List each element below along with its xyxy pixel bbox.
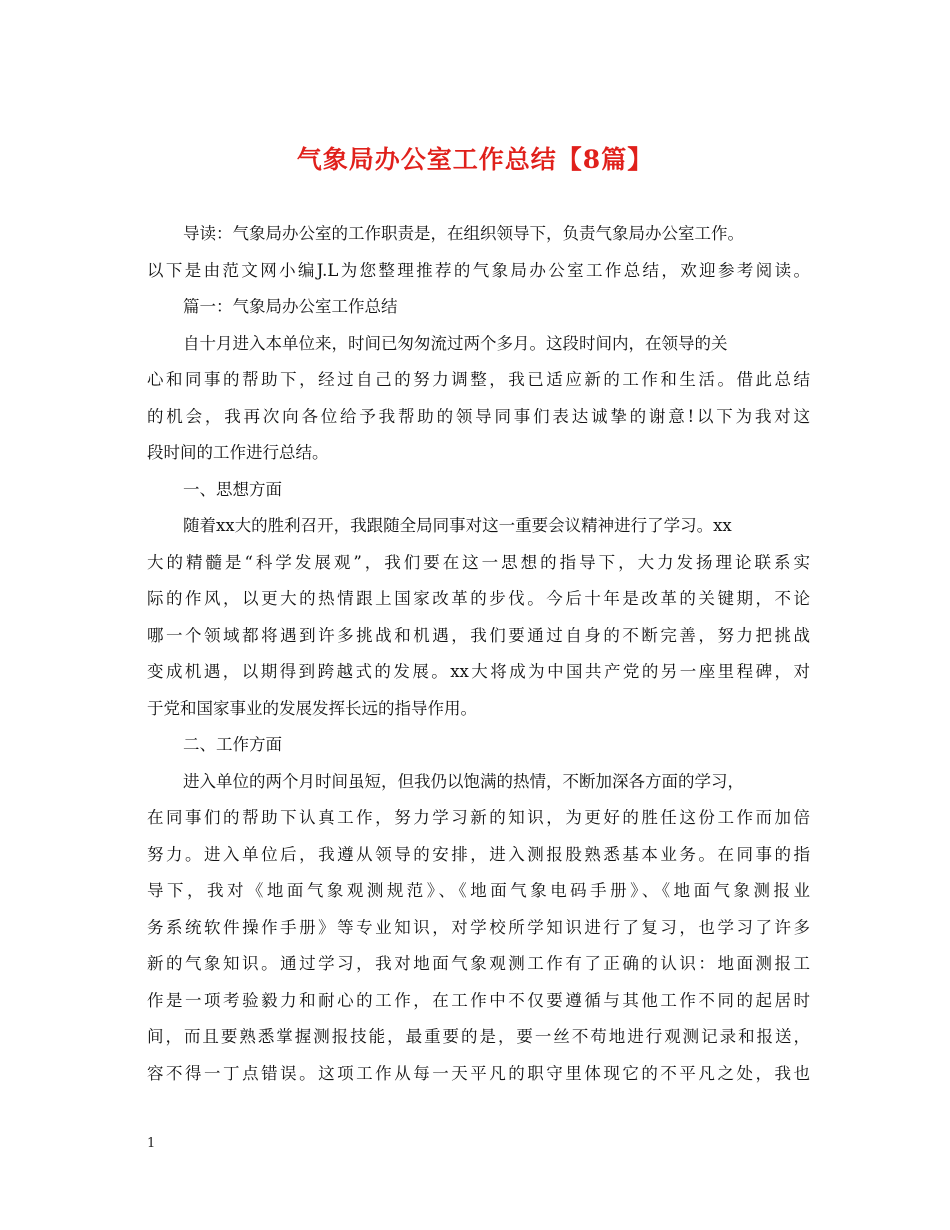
text-line: 在同事们的帮助下认真工作，努力学习新的知识，为更好的胜任这份工作而加倍: [147, 808, 810, 827]
text-line: 段时间的工作进行总结。: [147, 443, 329, 462]
text-line: 自十月进入本单位来，时间已匆匆流过两个多月。这段时间内，在领导的关: [183, 333, 728, 353]
text-line: 哪一个领域都将遇到许多挑战和机遇，我们要通过自身的不断完善，努力把挑战: [147, 625, 810, 645]
text-line: 于党和国家事业的发展发挥长远的指导作用。: [147, 698, 477, 718]
section-heading: 一、思想方面: [183, 479, 282, 499]
text-line: 心和同事的帮助下，经过自己的努力调整，我已适应新的工作和生活。借此总结: [147, 370, 810, 389]
section-heading: 篇一：气象局办公室工作总结: [183, 297, 398, 316]
text-line: 导下，我对《地面气象观测规范》、《地面气象电码手册》、《地面气象测报业: [147, 881, 810, 900]
text-line: 间，而且要熟悉掌握测报技能，最重要的是，要一丝不苟地进行观测记录和报送，: [147, 1027, 810, 1046]
text-line: 大的精髓是“科学发展观”，我们要在这一思想的指导下，大力发扬理论联系实: [147, 552, 810, 572]
text-line: 变成机遇，以期得到跨越式的发展。xx大将成为中国共产党的另一座里程碑，对: [147, 662, 810, 681]
text-line: 作是一项考验毅力和耐心的工作，在工作中不仅要遵循与其他工作不同的起居时: [147, 990, 810, 1010]
text-line: 务系统软件操作手册》等专业知识，对学校所学知识进行了复习，也学习了许多: [147, 917, 810, 937]
text-line: 努力。进入单位后，我遵从领导的安排，进入测报股熟悉基本业务。在同事的指: [147, 844, 810, 864]
section-heading: 二、工作方面: [183, 735, 282, 754]
text-line: 的机会，我再次向各位给予我帮助的领导同事们表达诚挚的谢意!以下为我对这: [147, 406, 810, 426]
text-line: 随着xx大的胜利召开，我跟随全局同事对这一重要会议精神进行了学习。xx: [183, 516, 732, 535]
text-line: 以下是由范文网小编J.L为您整理推荐的气象局办公室工作总结，欢迎参考阅读。: [147, 260, 810, 280]
text-line: 导读：气象局办公室的工作职责是，在组织领导下，负责气象局办公室工作。: [183, 224, 744, 243]
page-number: 1: [147, 1136, 156, 1151]
text-line: 新的气象知识。通过学习，我对地面气象观测工作有了正确的认识：地面测报工: [147, 954, 810, 973]
text-line: 际的作风，以更大的热情跟上国家改革的步伐。今后十年是改革的关键期，不论: [147, 589, 810, 608]
document-title: 气象局办公室工作总结【8篇】: [296, 145, 654, 174]
text-line: 进入单位的两个月时间虽短，但我仍以饱满的热情，不断加深各方面的学习，: [183, 771, 744, 791]
text-line: 容不得一丁点错误。这项工作从每一天平凡的职守里体现它的不平凡之处，我也: [147, 1063, 810, 1083]
document-body: [147, 216, 810, 1092]
